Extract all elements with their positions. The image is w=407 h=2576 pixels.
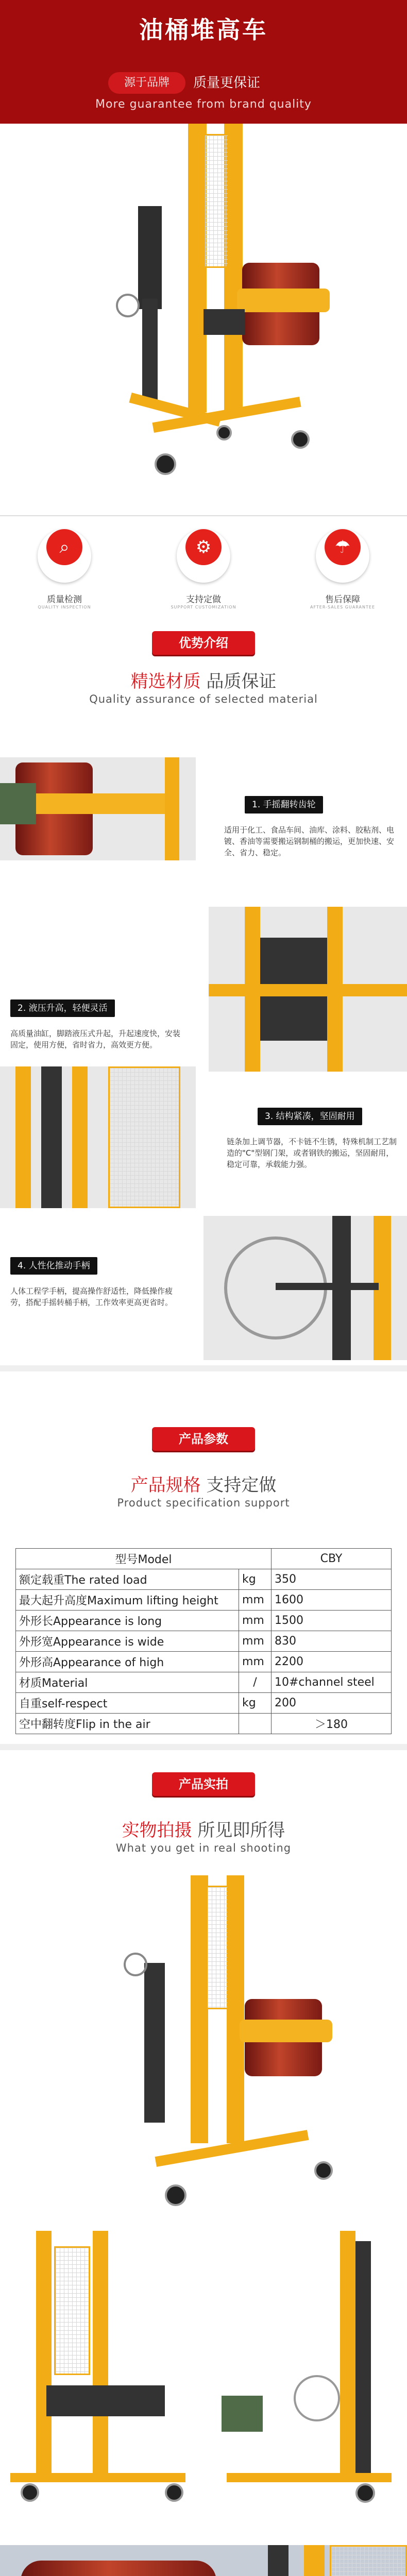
services-row [0,520,407,623]
photos-english: What you get in real shooting [115,1842,292,1854]
spec-unit: / [239,1672,272,1693]
brand-pill: 源于品牌 [108,72,185,94]
feature-chip: 4. 人性化推动手柄 [10,1257,97,1275]
spec-unit: mm [239,1631,272,1652]
spec-header-name: 型号Model [16,1549,272,1569]
feature-image-gear [0,757,196,860]
table-row [16,1652,392,1672]
table-row [16,1631,392,1652]
params-zh-red: 产品规格 [130,1475,201,1496]
table-row [16,1569,392,1590]
feature-description: 链条加上调节器，不卡链不生锈，特殊机制工艺制造的"C"型钢门架，或者钢铁的搬运，坚固耐用，稳定可靠，承载能力强。 [227,1137,397,1169]
gear-icon: ⚙ [185,529,222,565]
table-row [16,1590,392,1611]
feature-chip: 1. 手摇翻转齿轮 [245,796,323,814]
search-icon: ⌕ [46,529,82,565]
spec-header-value: CBY [272,1549,392,1569]
params-zh-dark: 支持定做 [206,1475,277,1496]
table-row [16,1693,392,1714]
photo-closeup-drum [0,2545,407,2576]
params-subheading [0,1471,407,1496]
spec-name: 额定载重The rated load [16,1569,239,1590]
spec-name: 外形宽Appearance is wide [16,1631,239,1652]
spec-value: 200 [272,1693,392,1714]
spec-unit: mm [239,1611,272,1631]
spec-value: 1600 [272,1590,392,1611]
service-label: 支持定做 [186,595,221,605]
spec-name: 外形高Appearance of high [16,1652,239,1672]
spec-value: 1500 [272,1611,392,1631]
advantages-subheading [0,667,407,692]
umbrella-icon: ☂ [325,529,361,565]
service-item [18,520,111,609]
feature-description: 适用于化工、食品车间、油库、涂料、胶粘剂、电镀、香油等需要搬运钢制桶的搬运，更加快速、安全、省力、稳定。 [224,825,395,857]
table-row [16,1611,392,1631]
spec-value: 830 [272,1631,392,1652]
photos-subheading [0,1816,407,1841]
advantages-english: Quality assurance of selected material [89,693,318,705]
service-item [157,520,250,609]
header-banner [0,0,407,124]
photos-zh-red: 实物拍摄 [122,1820,192,1841]
feature-chip: 2. 液压升高，轻便灵活 [10,999,115,1017]
spec-name: 自重self-respect [16,1693,239,1714]
spec-value: 2200 [272,1652,392,1672]
guarantee-text: 质量更保证 [193,75,261,91]
photos-zh-dark: 所见即所得 [197,1820,285,1841]
service-item [296,520,389,609]
page-title: 油桶堆高车 [139,16,268,44]
spec-unit [239,1714,272,1734]
params-english: Product specification support [117,1497,290,1509]
feature-image-structure [0,1066,196,1208]
feature-description: 高质量油缸，脚踏液压式升起，升起速度快，安装固定，使用方便，省时省力，高效更方便。 [10,1029,181,1049]
table-row [16,1672,392,1693]
spec-name: 材质Material [16,1672,239,1693]
feature-image-hydraulic [209,907,407,1072]
advantages-zh-dark: 品质保证 [206,671,277,692]
params-heading: 产品参数 [152,1427,255,1451]
spec-value: 350 [272,1569,392,1590]
photos-heading: 产品实拍 [152,1772,255,1796]
photo-side-view-right [206,2231,407,2530]
advantages-heading: 优势介绍 [152,631,255,655]
service-label: 质量检测 [47,595,82,605]
service-label: 售后保障 [325,595,360,605]
spec-value: ＞180 [272,1714,392,1734]
spec-unit: kg [239,1693,272,1714]
feature-image-handle [204,1216,407,1360]
spec-name: 空中翻转度Flip in the air [16,1714,239,1734]
service-label-en: SUPPORT CUSTOMIZATION [171,605,236,609]
service-label-en: AFTER-SALES GUARANTEE [310,605,376,609]
photo-side-view-left [0,2231,204,2530]
feature-chip: 3. 结构紧凑，坚固耐用 [258,1108,362,1125]
spec-name: 外形长Appearance is long [16,1611,239,1631]
spec-value: 10#channel steel [272,1672,392,1693]
spec-table [15,1548,392,1734]
spec-table-header [16,1549,392,1569]
spec-name: 最大起升高度Maximum lifting height [16,1590,239,1611]
feature-description: 人体工程学手柄，提高操作舒适性，降低操作疲劳，搭配手摇转桶手柄，工作效率更高更省时。 [10,1286,173,1307]
photo-front-view [0,1875,407,2215]
service-label-en: QUALITY INSPECTION [38,605,91,609]
advantages-zh-red: 精选材质 [130,671,201,692]
spec-unit: mm [239,1652,272,1672]
table-row [16,1714,392,1734]
hero-product-image [0,124,407,515]
header-subtitle: More guarantee from brand quality [95,98,312,111]
spec-unit: mm [239,1590,272,1611]
spec-unit: kg [239,1569,272,1590]
